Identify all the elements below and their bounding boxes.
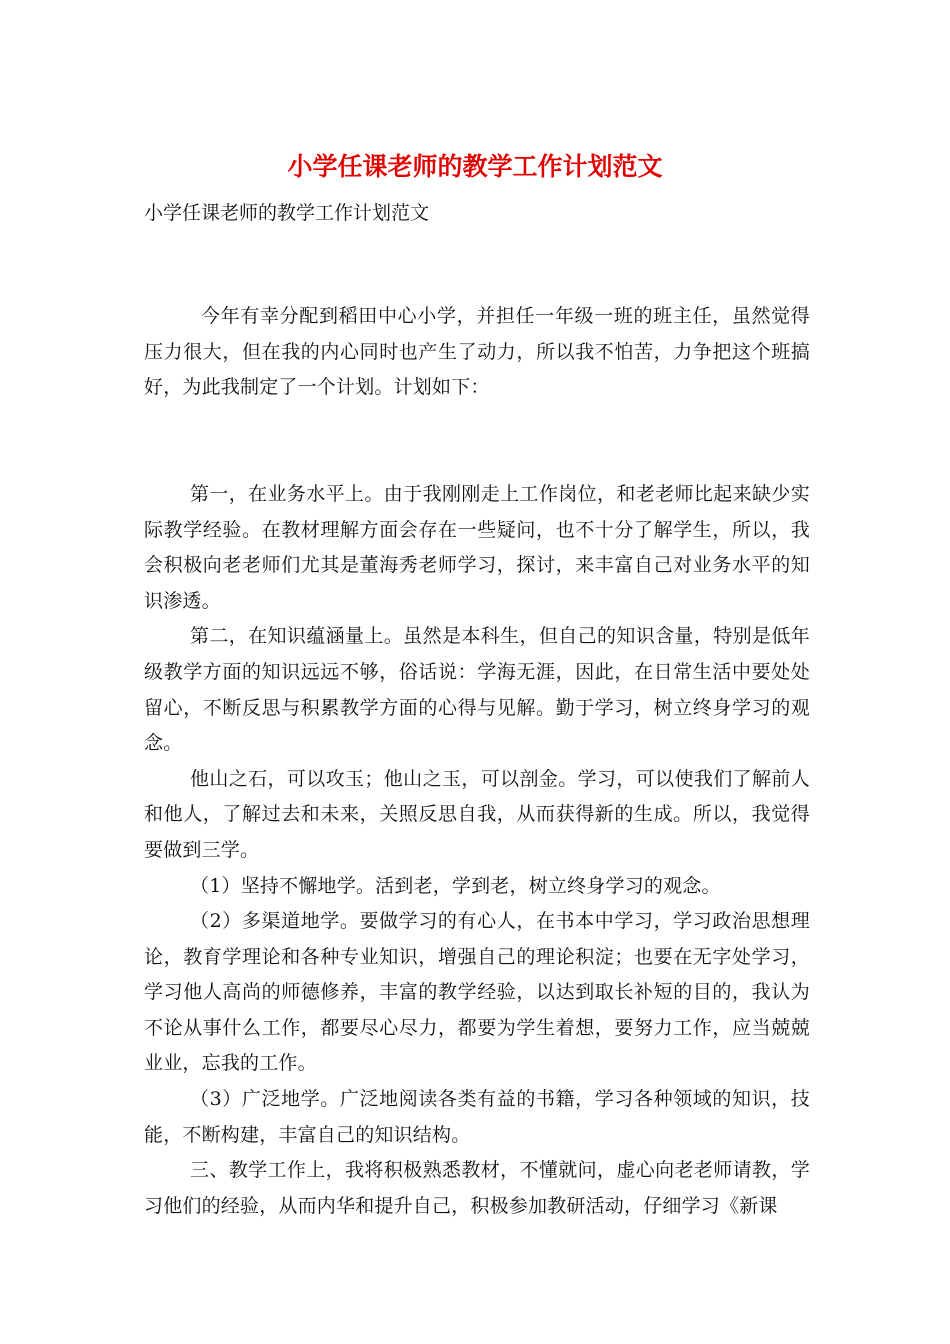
paragraph-second: 第二，在知识蕴涵量上。虽然是本科生，但自己的知识含量，特别是低年级教学方面的知识远远不够，俗话说：学海无涯，因此，在日常生活中要处处留心，不断反思与积累教学方面的心得与见解。勤于学习，树立终身学习的观念。 [144, 625, 810, 755]
list-item-3: （3）广泛地学。广泛地阅读各类有益的书籍，学习各种领域的知识，技能，不断构建，丰富自己的知识结构。 [144, 1088, 810, 1146]
document-body [144, 299, 810, 1224]
list-item-1: （1）坚持不懈地学。活到老，学到老，树立终身学习的观念。 [190, 874, 721, 897]
paragraph-gap [144, 441, 810, 477]
paragraph-quote: 他山之石，可以攻玉；他山之玉，可以剖金。学习，可以使我们了解前人和他人，了解过去和未来，关照反思自我，从而获得新的生成。所以，我觉得要做到三学。 [144, 767, 810, 861]
list-item-2: （2）多渠道地学。要做学习的有心人，在书本中学习，学习政治思想理论，教育学理论和各种专业知识，增强自己的理论积淀；也要在无字处学习，学习他人高尚的师德修养，丰富的教学经验，以达到取长补短的目的，我认为不论从事什么工作，都要尽心尽力，都要为学生着想，要努力工作，应当兢兢业业，忘我的工作。 [144, 910, 810, 1075]
paragraph-gap [144, 406, 810, 442]
paragraph-third: 三、教学工作上，我将积极熟悉教材，不懂就问，虚心向老老师请教，学习他们的经验，从而内华和提升自己，积极参加教研活动，仔细学习《新课 [144, 1159, 810, 1217]
document-title: 小学任课老师的教学工作计划范文 [287, 152, 663, 181]
document-subtitle: 小学任课老师的教学工作计划范文 [144, 202, 430, 224]
paragraph-intro: 今年有幸分配到稻田中心小学，并担任一年级一班的班主任，虽然觉得压力很大，但在我的内心同时也产生了动力，所以我不怕苦，力争把这个班搞好，为此我制定了一个计划。计划如下： [144, 305, 810, 399]
paragraph-first: 第一，在业务水平上。由于我刚刚走上工作岗位，和老老师比起来缺少实际教学经验。在教材理解方面会存在一些疑问，也不十分了解学生，所以，我会积极向老老师们尤其是董海秀老师学习，探讨，来丰富自己对业务水平的知识渗透。 [144, 482, 810, 612]
